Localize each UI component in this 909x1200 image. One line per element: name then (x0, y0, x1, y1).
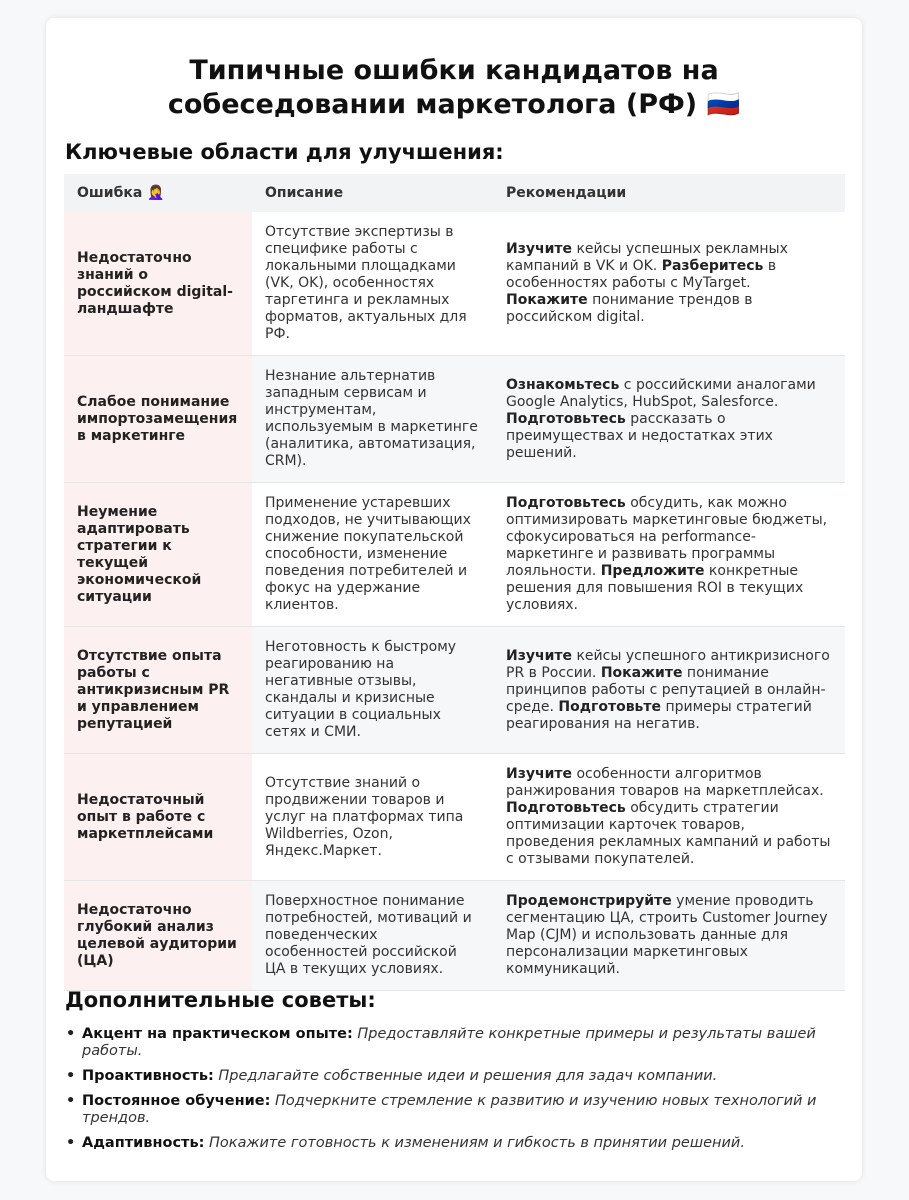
page-title (46, 54, 862, 122)
areas-heading: Ключевые области для улучшения: (65, 140, 504, 164)
error-cell: Отсутствие опыта работы с антикризисным PR и управлением репутацией (64, 627, 252, 754)
table-row (64, 627, 845, 754)
mistakes-table (64, 174, 845, 991)
description-cell: Применение устаревших подходов, не учитывающих снижение покупательской способности, изменение поведения потребителей и фокус на удержание клиентов. (252, 483, 493, 627)
description-cell: Незнание альтернатив западным сервисам и инструментам, используемым в маркетинге (аналитика, автоматизация, CRM). (252, 356, 493, 483)
error-cell: Недостаточно глубокий анализ целевой аудитории (ЦА) (64, 881, 252, 991)
description-cell: Поверхностное понимание потребностей, мотиваций и поведенческих особенностей российской ЦА в текущих условиях. (252, 881, 493, 991)
list-item: • Адаптивность: Покажите готовность к изменениям и гибкость в принятии решений. (65, 1135, 835, 1152)
page-title-line-2: собеседовании маркетолога (РФ) 🇷🇺 (167, 89, 741, 120)
list-item: • Проактивность: Предлагайте собственные идеи и решения для задач компании. (65, 1068, 835, 1085)
column-header-error: Ошибка 🤦‍♀️ (64, 174, 252, 212)
error-cell: Недостаточно знаний о российском digital-ландшафте (64, 212, 252, 356)
description-cell: Отсутствие экспертизы в специфике работы с локальными площадками (VK, OK), особенностях таргетинга и рекламных форматов, актуальных для РФ. (252, 212, 493, 356)
page-title-line-1: Типичные ошибки кандидатов на (189, 55, 719, 86)
description-cell: Отсутствие знаний о продвижении товаров и услуг на платформах типа Wildberries, Ozon, Яндекс.Маркет. (252, 754, 493, 881)
error-cell: Недостаточный опыт в работе с маркетплейсами (64, 754, 252, 881)
document-card (46, 18, 862, 1181)
description-cell: Неготовность к быстрому реагированию на негативные отзывы, скандалы и кризисные ситуации в социальных сетях и СМИ. (252, 627, 493, 754)
error-cell: Неумение адаптировать стратегии к текущей экономической ситуации (64, 483, 252, 627)
table-row (64, 754, 845, 881)
tips-heading: Дополнительные советы: (65, 988, 376, 1012)
table-row (64, 881, 845, 991)
column-header-recommendations: Рекомендации (493, 174, 845, 212)
recommendation-cell: Изучите кейсы успешного антикризисного PR в России. Покажите понимание принципов работы с репутацией в онлайн-среде. Подготовьте примеры стратегий реагирования на негатив. (493, 627, 845, 754)
tips-list (65, 1026, 835, 1160)
recommendation-cell: Изучите кейсы успешных рекламных кампаний в VK и OK. Разберитесь в особенностях работы с MyTarget. Покажите понимание трендов в российском digital. (493, 212, 845, 356)
recommendation-cell: Продемонстрируйте умение проводить сегментацию ЦА, строить Customer Journey Map (CJM) и использовать данные для персонализации маркетинговых коммуникаций. (493, 881, 845, 991)
list-item: • Постоянное обучение: Подчеркните стремление к развитию и изучению новых технологий и трендов. (65, 1093, 835, 1127)
table-row (64, 212, 845, 356)
error-cell: Слабое понимание импортозамещения в маркетинге (64, 356, 252, 483)
column-header-description: Описание (252, 174, 493, 212)
table-row (64, 483, 845, 627)
table-row (64, 356, 845, 483)
list-item: • Акцент на практическом опыте: Предоставляйте конкретные примеры и результаты вашей работы. (65, 1026, 835, 1060)
recommendation-cell: Изучите особенности алгоритмов ранжирования товаров на маркетплейсах. Подготовьтесь обсудить стратегии оптимизации карточек товаров, проведения рекламных кампаний и работы с отзывами покупателей. (493, 754, 845, 881)
recommendation-cell: Подготовьтесь обсудить, как можно оптимизировать маркетинговые бюджеты, сфокусироваться на performance-маркетинге и развивать программы лояльности. Предложите конкретные решения для повышения ROI в текущих условиях. (493, 483, 845, 627)
recommendation-cell: Ознакомьтесь с российскими аналогами Google Analytics, HubSpot, Salesforce. Подготовьтесь рассказать о преимуществах и недостатках этих решений. (493, 356, 845, 483)
table-header-row (64, 174, 845, 212)
